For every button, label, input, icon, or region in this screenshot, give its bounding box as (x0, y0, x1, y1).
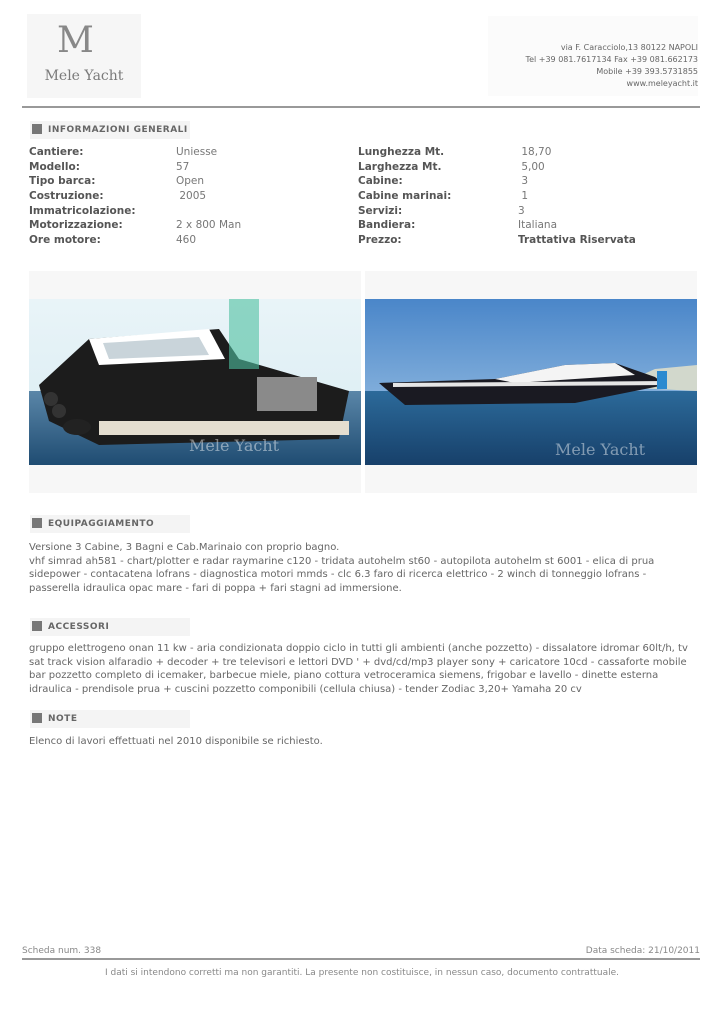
spec-value: 18,70 (518, 146, 552, 158)
spec-label: Cantiere: (29, 146, 84, 158)
spec-value: 2 x 800 Man (176, 219, 242, 232)
contact-address: via F. Caracciolo,13 80122 NAPOLI (560, 43, 698, 52)
section-square-icon (32, 713, 42, 723)
spec-label: Larghezza Mt. (358, 160, 442, 173)
accessories-text: gruppo elettrogeno onan 11 kw - aria condizionata doppio ciclo in tutti gli ambienti (anche pozzetto) - dissalatore idromar 60lt/h, tv sat track vision alfaradio + decoder + tre televisori e lettori DVD ' + dvd/cd/mp3 player sony + caricatore 10cd - cassaforte mobile bar pozzetto completo di icemaker, barbecue miele, piano cottura vetroceramica siemens, frigobar e lavello - dinette esterna idraulica - prendisole prua + cuscini pozzetto componibili (cellula chiusa) - tender Zodiac 3,20+ Yamaha 20 cv (29, 643, 688, 695)
notes-text: Elenco di lavori effettuati nel 2010 disponibile se richiesto. (29, 736, 323, 747)
photo-watermark: Mele Yacht (555, 440, 646, 459)
yacht-side-image (365, 299, 697, 465)
photo-side[interactable] (365, 271, 697, 493)
contact-block (488, 16, 698, 96)
specs-left (29, 145, 349, 248)
contact-website[interactable]: www.meleyacht.it (626, 79, 698, 88)
spec-value: 3 (518, 175, 529, 188)
spec-value: Italiana (518, 219, 558, 232)
yacht-stern-image (29, 299, 361, 465)
section-title-equipment: EQUIPAGGIAMENTO (30, 515, 190, 533)
spec-label: Lunghezza Mt. (358, 146, 445, 158)
logo-monogram: M (57, 20, 90, 61)
spec-value: Uniesse (176, 146, 218, 158)
logo-name: Mele Yacht (44, 68, 124, 84)
header-divider (22, 106, 700, 108)
spec-label: Costruzione: (29, 190, 104, 203)
price-value: Trattativa Riservata (518, 234, 636, 247)
spec-value: 3 (518, 204, 525, 217)
spec-label: Motorizzazione: (29, 219, 123, 232)
spec-label: Modello: (29, 160, 80, 173)
spec-label: Tipo barca: (29, 175, 96, 188)
spec-value: 57 (176, 160, 190, 173)
photo-stern[interactable] (29, 271, 361, 493)
section-title-accessories: ACCESSORI (30, 618, 190, 636)
spec-label: Immatricolazione: (29, 204, 136, 217)
specs-right (358, 145, 698, 248)
spec-label: Cabine: (358, 175, 403, 188)
contact-phone: Tel +39 081.7617134 Fax +39 081.662173 (525, 55, 698, 64)
spec-label: Ore motore: (29, 234, 101, 247)
section-title-general: INFORMAZIONI GENERALI (30, 121, 190, 139)
company-logo (27, 14, 141, 98)
spec-label: Cabine marinai: (358, 190, 452, 203)
disclaimer: I dati si intendono corretti ma non garantiti. La presente non costituisce, in nessun caso, documento contrattuale. (104, 968, 619, 978)
spec-value: 2005 (176, 190, 207, 203)
contact-mobile: Mobile +39 393.5731855 (596, 67, 698, 76)
sheet-date: Data scheda: 21/10/2011 (585, 946, 700, 956)
photo-watermark: Mele Yacht (189, 436, 280, 455)
footer-divider (22, 958, 700, 960)
spec-label: Servizi: (358, 204, 403, 217)
spec-value: Open (176, 175, 205, 188)
spec-label: Prezzo: (358, 234, 402, 247)
spec-value: 5,00 (518, 160, 545, 173)
spec-value: 460 (176, 234, 197, 247)
section-square-icon (32, 621, 42, 631)
section-square-icon (32, 124, 42, 134)
sheet-number: Scheda num. 338 (22, 946, 102, 956)
equipment-text: Versione 3 Cabine, 3 Bagni e Cab.Marinaio con proprio bagno. vhf simrad ah581 - chart/plotter e radar raymarine c120 - tridata autohelm st60 - autopilota autohelm st 6001 - elica di prua sidepower - contacatena lofrans - diagnostica motori mmds - clc 6.3 faro di ricerca elettrico - 2 winch di tonneggio lofrans - passerella idraulica opac mare - fari di poppa + fari stagni ad immersione. (29, 542, 655, 594)
section-title-notes: NOTE (30, 710, 190, 728)
spec-value: 1 (518, 190, 529, 203)
spec-label: Bandiera: (358, 219, 416, 232)
section-square-icon (32, 518, 42, 528)
